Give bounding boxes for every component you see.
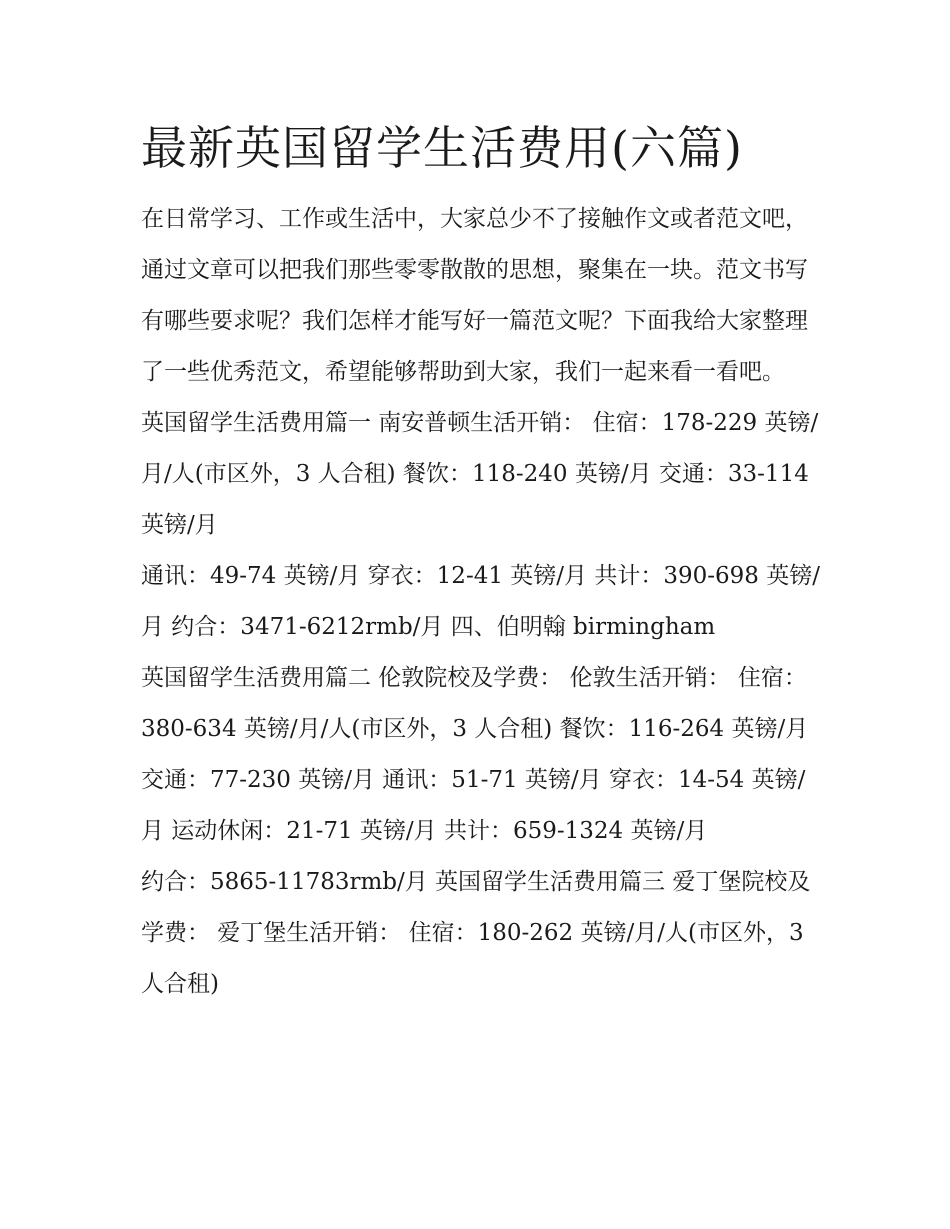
document-title: 最新英国留学生活费用(六篇): [141, 121, 743, 175]
section-one-paragraph: 英国留学生活费用篇一 南安普顿生活开销： 住宿：178-229 英镑/月/人(市区外，3 人合租) 餐饮：118-240 英镑/月 交通：33-114 英镑/月: [141, 410, 819, 538]
section-two-paragraph: 英国留学生活费用篇二 伦敦院校及学费： 伦敦生活开销： 住宿：380-634 英镑/月/人(市区外，3 人合租) 餐饮：116-264 英镑/月: [141, 665, 809, 742]
section-one-continued-paragraph: 通讯：49-74 英镑/月 穿衣：12-41 英镑/月 共计：390-698 英镑/月 约合：3471-6212rmb/月 四、伯明翰 birmingham: [141, 563, 820, 640]
section-three-paragraph: 约合：5865-11783rmb/月 英国留学生活费用篇三 爱丁堡院校及学费： 爱丁堡生活开销： 住宿：180-262 英镑/月/人(市区外，3 人合租): [141, 869, 811, 997]
intro-paragraph: 在日常学习、工作或生活中，大家总少不了接触作文或者范文吧，通过文章可以把我们那些零零散散的思想，聚集在一块。范文书写有哪些要求呢？我们怎样才能写好一篇范文呢？下面我给大家整理了一些优秀范文，希望能够帮助到大家，我们一起来看一看吧。: [141, 206, 808, 385]
document-body: [141, 112, 821, 1010]
section-two-continued-paragraph: 交通：77-230 英镑/月 通讯：51-71 英镑/月 穿衣：14-54 英镑/月 运动休闲：21-71 英镑/月 共计：659-1324 英镑/月: [141, 767, 806, 844]
